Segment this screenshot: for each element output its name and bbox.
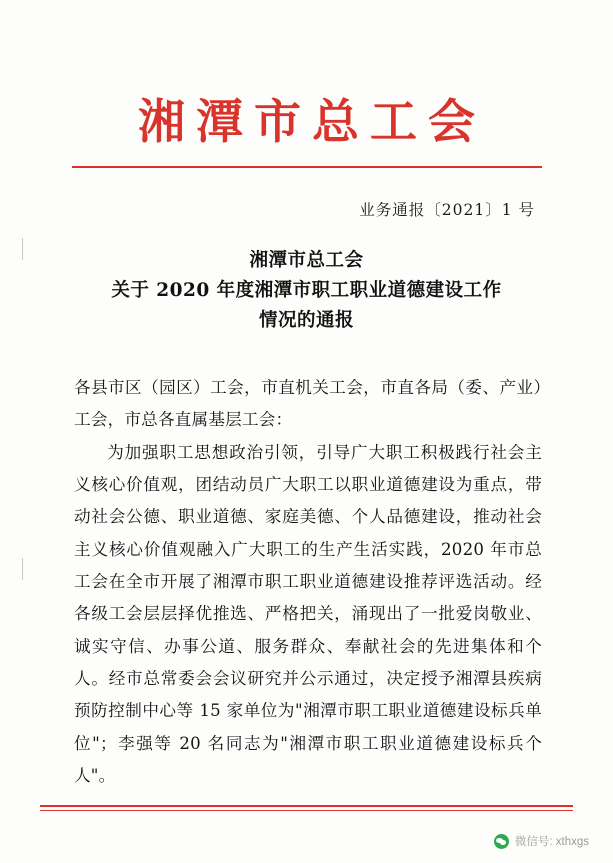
footer-divider-thick bbox=[40, 805, 573, 807]
masthead bbox=[0, 96, 613, 168]
organization-title: 湘潭市总工会 bbox=[138, 95, 486, 150]
document-number: 业务通报〔2021〕1 号 bbox=[359, 201, 535, 219]
wechat-icon bbox=[494, 834, 509, 849]
body-paragraph-1: 为加强职工思想政治引领，引导广大职工积极践行社会主义核心价值观，团结动员广大职工以职业道德建设为重点，带动社会公德、职业道德、家庭美德、个人品德建设，推动社会主义核心价值观融入广大职工的生产生活实践，2020 年市总工会在全市开展了湘潭市职工职业道德建设推荐评选活动。经各级工会层层择优推选、严格把关，涌现出了一批爱岗敬业、诚实守信、办事公道、服务群众、奉献社会的先进集体和个人。经市总常委会会议研究并公示通过，决定授予湘潭县疾病预防控制中心等 15 家单位为"湘潭市职工职业道德建设标兵单位"；李强等 20 名同志为"湘潭市职工职业道德建设标兵个人"。 bbox=[74, 442, 542, 786]
footer-divider bbox=[40, 805, 573, 811]
title-line-2: 关于 2020 年度湘潭市职工职业道德建设工作 bbox=[111, 279, 502, 301]
salutation-paragraph: 各县市区（园区）工会，市直机关工会，市直各局（委、产业）工会，市总各直属基层工会： bbox=[74, 378, 542, 430]
margin-tick-mark bbox=[22, 558, 23, 580]
wechat-account-tag bbox=[494, 833, 589, 849]
title-line-1: 湘潭市总工会 bbox=[249, 250, 364, 271]
wechat-account-label: 微信号: xthxgs bbox=[514, 836, 589, 848]
document-body bbox=[74, 372, 542, 792]
title-line-3: 情况的通报 bbox=[258, 309, 354, 331]
document-title bbox=[0, 246, 613, 336]
masthead-divider bbox=[72, 166, 542, 168]
footer-divider-thin bbox=[40, 810, 573, 811]
